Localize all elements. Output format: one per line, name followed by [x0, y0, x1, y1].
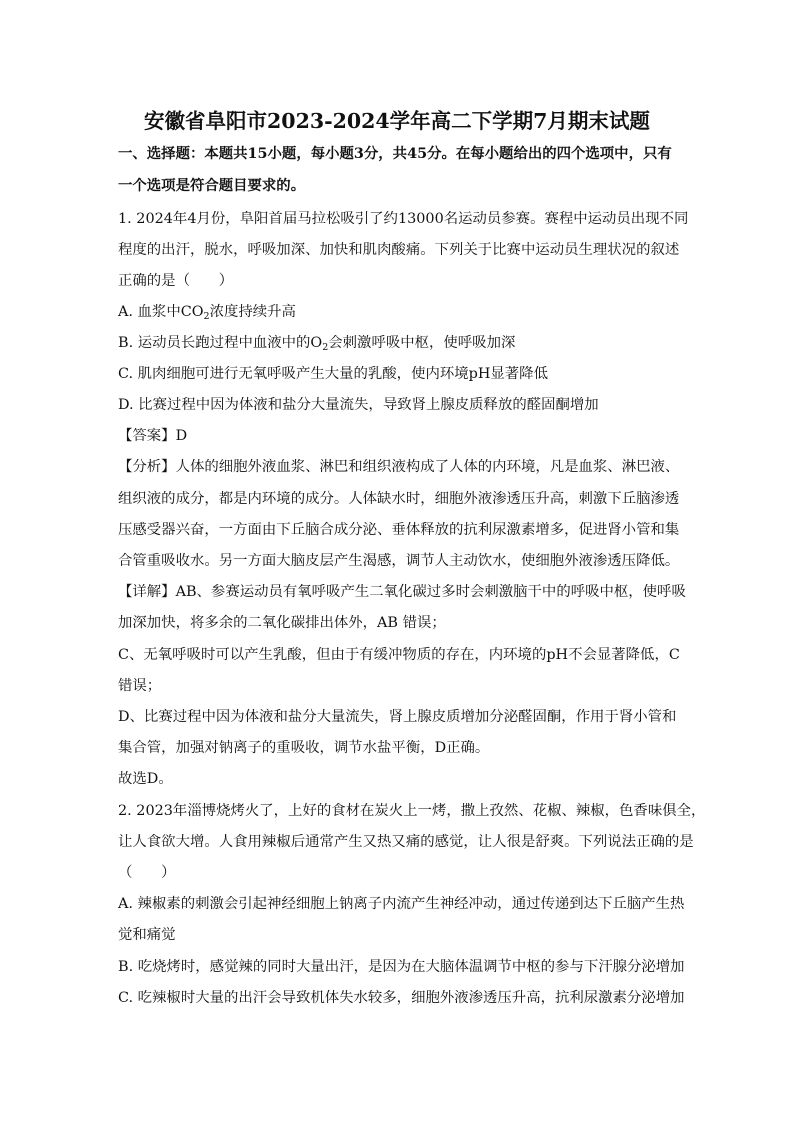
q1-conclusion: 故选D。: [118, 771, 173, 787]
q1-option-c: C. 肌肉细胞可进行无氧呼吸产生大量的乳酸，使内环境pH显著降低: [118, 366, 548, 382]
q1-stem: 程度的出汗，脱水，呼吸加深、加快和肌肉酸痛。下列关于比赛中运动员生理状况的叙述: [118, 242, 680, 258]
q1-stem: 正确的是（ ）: [118, 273, 234, 289]
q1-stem: 1. 2024年4月份，阜阳首届马拉松吸引了约13000名运动员参赛。赛程中运动员出现不同: [118, 211, 689, 227]
option-text: B. 运动员长跑过程中血液中的O: [118, 335, 323, 351]
q1-detail: 错误；: [118, 678, 162, 694]
page-title: 安徽省阜阳市2023-2024学年高二下学期7月期末试题: [144, 109, 650, 133]
option-text: 浓度持续升高: [209, 304, 296, 320]
q2-stem: （ ）: [118, 865, 176, 881]
subscript: 2: [203, 311, 210, 322]
detail-tag: 【详解】: [118, 584, 176, 600]
option-text: A. 血浆中CO: [118, 304, 204, 320]
q1-detail: [118, 582, 686, 602]
q1-detail: C、无氧呼吸时可以产生乳酸，但由于有缓冲物质的存在，内环境的pH不会显著降低，C: [118, 647, 680, 663]
q2-option-c: C. 吃辣椒时大量的出汗会导致机体失水较多，细胞外液渗透压升高，抗利尿激素分泌增加: [118, 990, 685, 1006]
q1-option-a: [118, 302, 296, 322]
section-instructions-cont: 一个选项是符合题目要求的。: [118, 177, 306, 194]
q1-analysis: [118, 457, 679, 477]
q2-option-a: A. 辣椒素的刺激会引起神经细胞上钠离子内流产生神经冲动，通过传递到达下丘脑产生热: [118, 896, 685, 912]
option-text: 会刺激呼吸中枢，使呼吸加深: [328, 335, 516, 351]
q2-stem: 2. 2023年淄博烧烤火了，上好的食材在炭火上一烤，撒上孜然、花椒、辣椒，色香味俱全，: [118, 803, 706, 819]
subscript: 2: [322, 342, 329, 353]
q1-detail: 加深加快，将多余的二氧化碳排出体外，AB 错误；: [118, 615, 446, 631]
q1-analysis: 合管重吸收水。另一方面大脑皮层产生渴感，调节人主动饮水，使细胞外液渗透压降低。: [118, 553, 680, 569]
q1-analysis: 组织液的成分，都是内环境的成分。人体缺水时，细胞外液渗透压升高，刺激下丘脑渗透: [118, 491, 680, 507]
q2-stem: 让人食欲大增。人食用辣椒后通常产生又热又痛的感觉，让人很是舒爽。下列说法正确的是: [118, 834, 694, 850]
q1-detail: 集合管，加强对钠离子的重吸收，调节水盐平衡，D正确。: [118, 740, 490, 756]
analysis-tag: 【分析】: [118, 459, 176, 475]
analysis-text: 人体的细胞外液血浆、淋巴和组织液构成了人体的内环境，凡是血浆、淋巴液、: [175, 459, 680, 475]
section-instructions: 一、选择题：本题共15小题，每小题3分，共45分。在每小题给出的四个选项中，只有: [118, 145, 672, 162]
q2-option-a: 觉和痛觉: [118, 927, 176, 943]
q1-answer: 【答案】D: [118, 428, 188, 444]
q1-option-b: [118, 333, 515, 353]
q1-detail: D、比赛过程中因为体液和盐分大量流失，肾上腺皮质增加分泌醛固酮，作用于肾小管和: [118, 709, 677, 725]
q1-analysis: 压感受器兴奋，一方面由下丘脑合成分泌、垂体释放的抗利尿激素增多，促进肾小管和集: [118, 522, 680, 538]
detail-text: AB、参赛运动员有氧呼吸产生二氧化碳过多时会刺激脑干中的呼吸中枢，使呼吸: [175, 584, 686, 600]
q1-option-d: D. 比赛过程中因为体液和盐分大量流失，导致肾上腺皮质释放的醛固酮增加: [118, 397, 599, 413]
q2-option-b: B. 吃烧烤时，感觉辣的同时大量出汗，是因为在大脑体温调节中枢的参与下汗腺分泌增加: [118, 959, 685, 975]
